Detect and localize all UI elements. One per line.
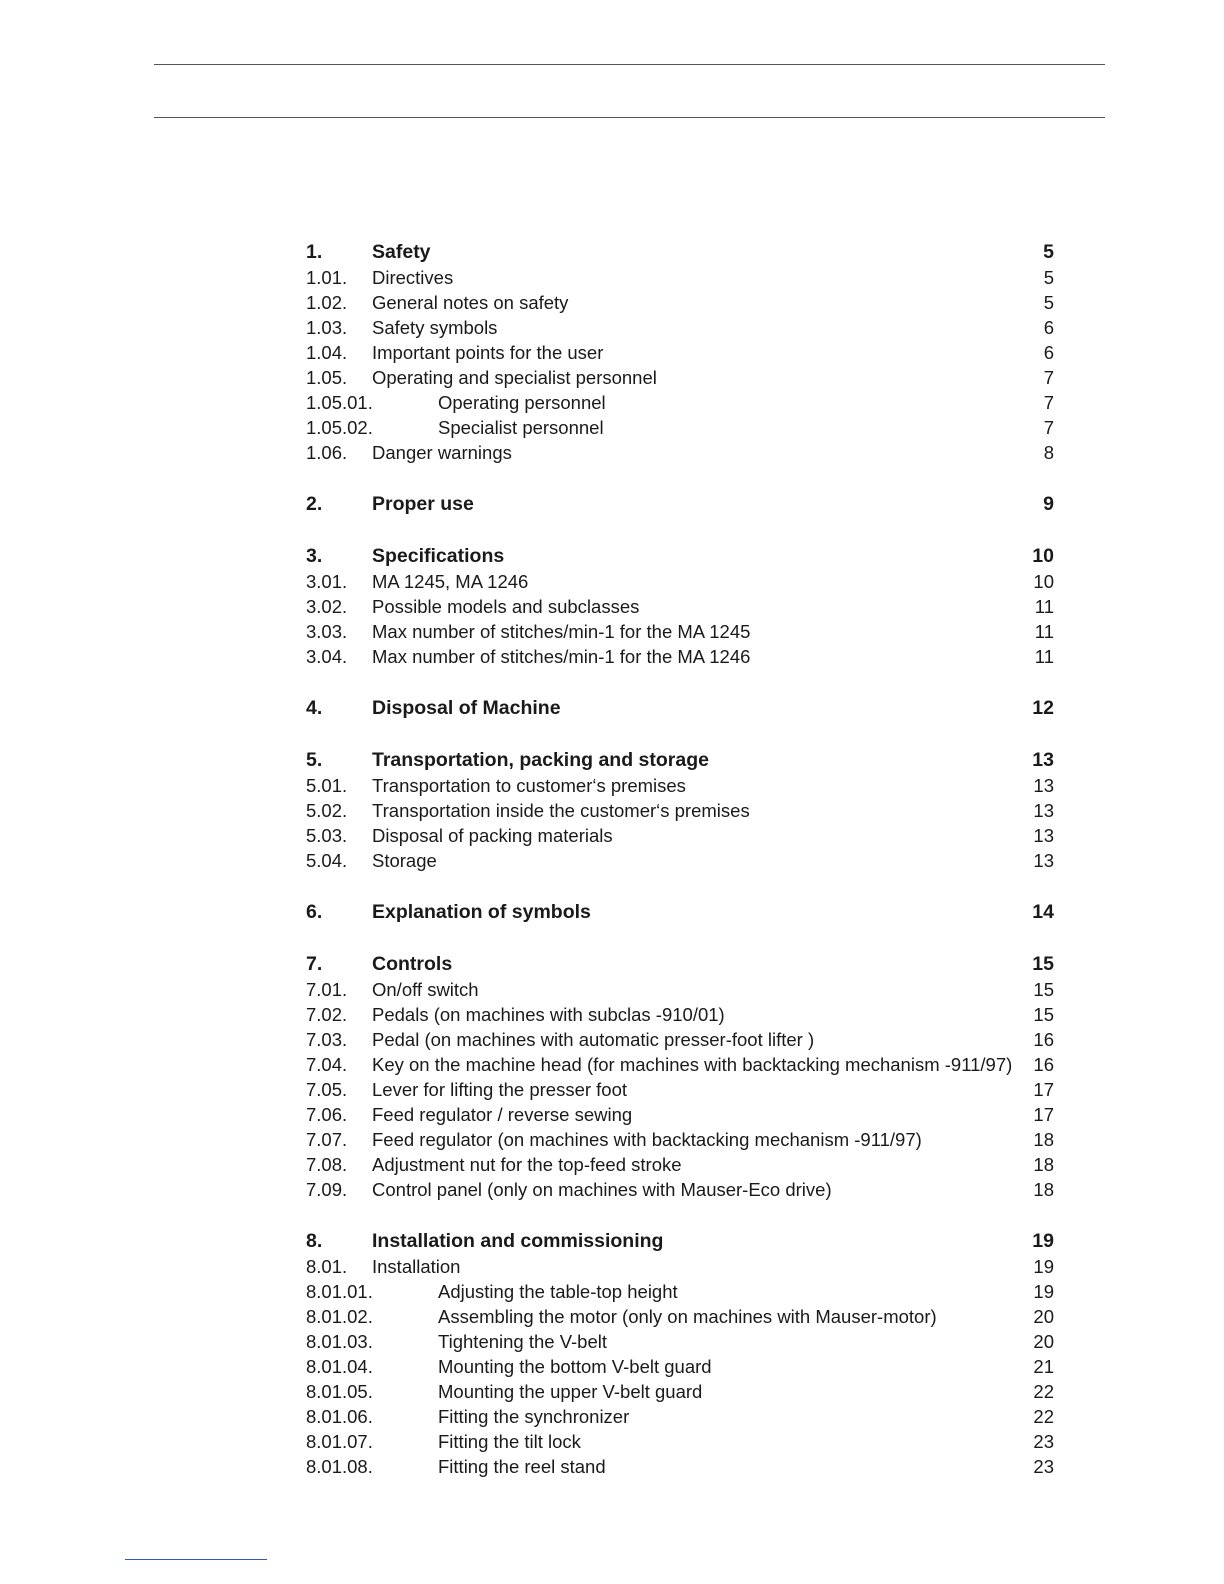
toc-entry-page-number: 22 [1033, 1381, 1054, 1402]
toc-entry-page-number: 20 [1033, 1306, 1054, 1327]
toc-entry-number: 8.01.05. [306, 1381, 373, 1402]
toc-heading-row[interactable] [306, 900, 1054, 925]
toc-entry-number: 3.01. [306, 571, 348, 592]
toc-entry-number: 3.03. [306, 621, 348, 642]
toc-entry-page-number: 19 [1032, 1230, 1054, 1252]
toc-entry-number: 4. [306, 697, 323, 719]
toc-entry-title: Feed regulator / reverse sewing [372, 1104, 633, 1125]
toc-entry-page-number: 13 [1033, 800, 1054, 821]
toc-entry-page-number: 16 [1033, 1054, 1054, 1075]
toc-entry-title: Explanation of symbols [372, 901, 591, 923]
toc-entry-title: Possible models and subclasses [372, 596, 640, 617]
toc-entry-number: 8. [306, 1230, 323, 1252]
toc-entry-page-number: 18 [1033, 1129, 1054, 1150]
toc-entry-page-number: 19 [1033, 1281, 1054, 1302]
toc-entry-page-number: 15 [1033, 1004, 1054, 1025]
toc-entry-row[interactable] [306, 290, 1054, 315]
toc-heading-row[interactable] [306, 544, 1054, 569]
toc-entry-row[interactable] [306, 1077, 1054, 1102]
toc-entry-row[interactable] [306, 1102, 1054, 1127]
toc-entry-number: 8.01.06. [306, 1406, 373, 1427]
toc-entry-number: 7.09. [306, 1179, 348, 1200]
toc-entry-row[interactable] [306, 644, 1054, 669]
toc-entry-title: Max number of stitches/min-1 for the MA 1245 [372, 621, 751, 642]
toc-entry-row[interactable] [306, 1379, 1054, 1404]
toc-entry-row[interactable] [306, 1052, 1054, 1077]
toc-entry-row[interactable] [306, 1429, 1054, 1454]
toc-entry-number: 7.07. [306, 1129, 348, 1150]
toc-entry-number: 1.04. [306, 342, 348, 363]
toc-entry-number: 8.01.01. [306, 1281, 373, 1302]
toc-entry-page-number: 11 [1034, 596, 1054, 617]
toc-entry-page-number: 19 [1033, 1256, 1054, 1277]
toc-entry-row[interactable] [306, 773, 1054, 798]
toc-heading-row[interactable] [306, 748, 1054, 773]
toc-entry-page-number: 10 [1033, 571, 1054, 592]
toc-entry-row[interactable] [306, 415, 1054, 440]
toc-entry-row[interactable] [306, 265, 1054, 290]
toc-entry-number: 8.01.08. [306, 1456, 373, 1477]
toc-entry-row[interactable] [306, 594, 1054, 619]
toc-entry-title: Lever for lifting the presser foot [372, 1079, 628, 1100]
toc-entry-number: 7.05. [306, 1079, 348, 1100]
toc-entry-title: Max number of stitches/min-1 for the MA 1246 [372, 646, 751, 667]
toc-entry-title: Fitting the tilt lock [438, 1431, 581, 1452]
toc-entry-page-number: 6 [1043, 317, 1054, 338]
toc-entry-title: Adjustment nut for the top-feed stroke [372, 1154, 682, 1175]
toc-entry-page-number: 12 [1032, 697, 1054, 719]
toc-entry-page-number: 18 [1033, 1179, 1054, 1200]
toc-entry-title: Safety symbols [372, 317, 498, 338]
toc-entry-number: 5.01. [306, 775, 348, 796]
toc-entry-number: 1.06. [306, 442, 348, 463]
toc-entry-number: 1.03. [306, 317, 348, 338]
toc-entry-page-number: 6 [1043, 342, 1054, 363]
toc-entry-number: 7. [306, 953, 323, 975]
toc-entry-title: Pedal (on machines with automatic presser-foot lifter ) [372, 1029, 815, 1050]
toc-entry-number: 3.04. [306, 646, 348, 667]
toc-entry-number: 7.08. [306, 1154, 348, 1175]
toc-entry-title: Operating and specialist personnel [372, 367, 657, 388]
toc-entry-row[interactable] [306, 1027, 1054, 1052]
toc-entry-row[interactable] [306, 1254, 1054, 1279]
toc-entry-title: Key on the machine head (for machines with backtacking mechanism -911/97) [372, 1054, 1013, 1075]
toc-entry-number: 7.04. [306, 1054, 348, 1075]
toc-entry-number: 1.01. [306, 267, 348, 288]
toc-entry-number: 5.03. [306, 825, 348, 846]
toc-entry-title: Mounting the bottom V-belt guard [438, 1356, 712, 1377]
toc-entry-page-number: 22 [1033, 1406, 1054, 1427]
header-bottom-rule [154, 117, 1105, 118]
toc-entry-number: 7.03. [306, 1029, 348, 1050]
toc-entry-title: Danger warnings [372, 442, 512, 463]
toc-entry-number: 6. [306, 901, 323, 923]
toc-entry-title: Safety [372, 241, 431, 263]
toc-entry-title: Tightening the V-belt [438, 1331, 608, 1352]
toc-entry-page-number: 23 [1033, 1456, 1054, 1477]
toc-entry-title: Transportation inside the customer‘s premises [372, 800, 750, 821]
toc-entry-title: Fitting the reel stand [438, 1456, 606, 1477]
table-of-contents [306, 240, 1054, 1479]
toc-entry-number: 1.02. [306, 292, 348, 313]
toc-entry-number: 8.01.03. [306, 1331, 373, 1352]
toc-entry-title: Mounting the upper V-belt guard [438, 1381, 703, 1402]
toc-entry-page-number: 5 [1043, 241, 1054, 263]
footer-link-underline [125, 1559, 267, 1560]
toc-heading-row[interactable] [306, 240, 1054, 265]
toc-entry-number: 3. [306, 545, 323, 567]
toc-entry-page-number: 7 [1043, 367, 1054, 388]
toc-entry-row[interactable] [306, 340, 1054, 365]
toc-entry-page-number: 17 [1033, 1079, 1054, 1100]
toc-entry-title: Proper use [372, 493, 474, 515]
toc-entry-number: 8.01.02. [306, 1306, 373, 1327]
toc-entry-page-number: 14 [1032, 901, 1054, 923]
toc-entry-row[interactable] [306, 1354, 1054, 1379]
toc-entry-title: Feed regulator (on machines with backtacking mechanism -911/97) [372, 1129, 922, 1150]
toc-entry-page-number: 10 [1032, 545, 1054, 567]
toc-entry-page-number: 20 [1033, 1331, 1054, 1352]
toc-entry-title: Transportation, packing and storage [372, 749, 709, 771]
toc-entry-page-number: 16 [1033, 1029, 1054, 1050]
toc-entry-title: Assembling the motor (only on machines with Mauser-motor) [438, 1306, 937, 1327]
toc-entry-page-number: 7 [1043, 392, 1054, 413]
toc-entry-row[interactable] [306, 1404, 1054, 1429]
toc-entry-row[interactable] [306, 1329, 1054, 1354]
toc-entry-page-number: 13 [1033, 825, 1054, 846]
toc-entry-title: MA 1245, MA 1246 [372, 571, 529, 592]
toc-entry-number: 1.05. [306, 367, 348, 388]
toc-entry-page-number: 13 [1033, 775, 1054, 796]
toc-entry-row[interactable] [306, 823, 1054, 848]
toc-heading-row[interactable] [306, 696, 1054, 721]
toc-entry-row[interactable] [306, 1127, 1054, 1152]
toc-entry-row[interactable] [306, 1177, 1054, 1202]
toc-entry-title: Transportation to customer‘s premises [372, 775, 686, 796]
toc-entry-row[interactable] [306, 569, 1054, 594]
toc-entry-number: 1.05.02. [306, 417, 373, 438]
toc-entry-page-number: 11 [1034, 646, 1054, 667]
toc-entry-number: 7.01. [306, 979, 348, 1000]
toc-entry-row[interactable] [306, 440, 1054, 465]
toc-heading-row[interactable] [306, 952, 1054, 977]
header-top-rule [154, 64, 1105, 65]
toc-entry-row[interactable] [306, 315, 1054, 340]
toc-entry-title: Control panel (only on machines with Mauser-Eco drive) [372, 1179, 832, 1200]
toc-entry-title: Important points for the user [372, 342, 604, 363]
toc-entry-page-number: 8 [1043, 442, 1054, 463]
toc-entry-title: Adjusting the table-top height [438, 1281, 678, 1302]
toc-entry-number: 2. [306, 493, 323, 515]
toc-entry-title: Directives [372, 267, 454, 288]
toc-entry-row[interactable] [306, 1279, 1054, 1304]
toc-entry-number: 7.06. [306, 1104, 348, 1125]
toc-entry-title: Fitting the synchronizer [438, 1406, 630, 1427]
toc-entry-row[interactable] [306, 848, 1054, 873]
toc-entry-title: Specialist personnel [438, 417, 604, 438]
toc-entry-row[interactable] [306, 1304, 1054, 1329]
toc-entry-title: Specifications [372, 545, 505, 567]
toc-entry-number: 8.01.04. [306, 1356, 373, 1377]
toc-entry-number: 5. [306, 749, 323, 771]
toc-heading-row[interactable] [306, 1229, 1054, 1254]
toc-entry-page-number: 18 [1033, 1154, 1054, 1175]
toc-entry-number: 8.01. [306, 1256, 348, 1277]
toc-entry-page-number: 5 [1043, 292, 1054, 313]
toc-entry-number: 5.04. [306, 850, 348, 871]
toc-entry-page-number: 7 [1043, 417, 1054, 438]
toc-entry-number: 3.02. [306, 596, 348, 617]
toc-entry-page-number: 5 [1043, 267, 1054, 288]
toc-entry-number: 1. [306, 241, 323, 263]
toc-entry-title: Storage [372, 850, 437, 871]
toc-entry-title: General notes on safety [372, 292, 569, 313]
toc-entry-title: Installation and commissioning [372, 1230, 664, 1252]
toc-entry-number: 7.02. [306, 1004, 348, 1025]
toc-entry-row[interactable] [306, 798, 1054, 823]
toc-entry-title: Disposal of packing materials [372, 825, 613, 846]
toc-entry-page-number: 15 [1032, 953, 1054, 975]
toc-heading-row[interactable] [306, 492, 1054, 517]
toc-entry-title: On/off switch [372, 979, 479, 1000]
toc-entry-page-number: 13 [1033, 850, 1054, 871]
toc-entry-title: Controls [372, 953, 453, 975]
toc-entry-title: Operating personnel [438, 392, 606, 413]
toc-entry-number: 8.01.07. [306, 1431, 373, 1452]
toc-entry-page-number: 15 [1033, 979, 1054, 1000]
toc-entry-title: Installation [372, 1256, 461, 1277]
toc-entry-row[interactable] [306, 619, 1054, 644]
toc-entry-title: Pedals (on machines with subclas -910/01) [372, 1004, 725, 1025]
toc-entry-row[interactable] [306, 390, 1054, 415]
toc-entry-row[interactable] [306, 1002, 1054, 1027]
toc-entry-page-number: 23 [1033, 1431, 1054, 1452]
toc-entry-title: Disposal of Machine [372, 697, 561, 719]
toc-entry-row[interactable] [306, 365, 1054, 390]
toc-entry-page-number: 17 [1033, 1104, 1054, 1125]
toc-entry-row[interactable] [306, 977, 1054, 1002]
toc-entry-number: 1.05.01. [306, 392, 373, 413]
toc-entry-number: 5.02. [306, 800, 348, 821]
toc-entry-page-number: 21 [1033, 1356, 1054, 1377]
toc-entry-row[interactable] [306, 1454, 1054, 1479]
toc-entry-row[interactable] [306, 1152, 1054, 1177]
toc-entry-page-number: 11 [1034, 621, 1054, 642]
toc-entry-page-number: 13 [1032, 749, 1054, 771]
toc-entry-page-number: 9 [1043, 493, 1054, 515]
